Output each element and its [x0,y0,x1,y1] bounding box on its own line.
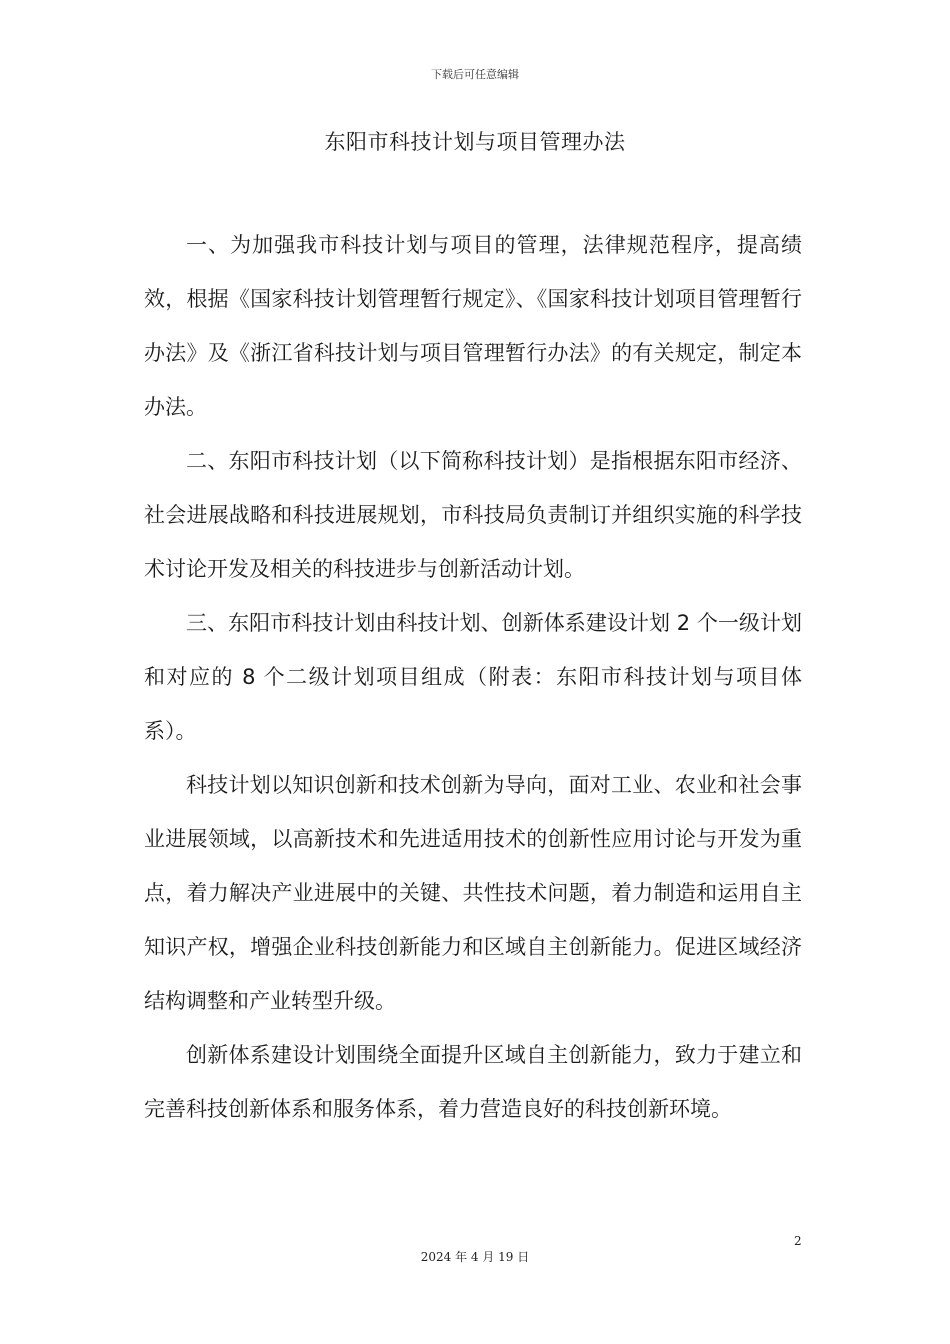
paragraph-article-3: 三、东阳市科技计划由科技计划、创新体系建设计划 2 个一级计划和对应的 8 个二级计划项目组成（附表：东阳市科技计划与项目体系）。 [144,611,802,743]
paragraph-article-2: 二、东阳市科技计划（以下简称科技计划）是指根据东阳市经济、社会进展战略和科技进展规划，市科技局负责制订并组织实施的科学技术讨论开发及相关的科技进步与创新活动计划。 [144,449,802,581]
paragraph-article-1: 一、为加强我市科技计划与项目的管理，法律规范程序，提高绩效，根据《国家科技计划管理暂行规定》、《国家科技计划项目管理暂行办法》及《浙江省科技计划与项目管理暂行办法》的有关规定，制定本办法。 [144,233,802,419]
footer-date: 2024 年 4 月 19 日 [420,1250,530,1264]
document-title: 东阳市科技计划与项目管理办法 [324,130,626,154]
header-note: 下载后可任意编辑 [431,68,519,81]
paragraph-tech-plan: 科技计划以知识创新和技术创新为导向，面对工业、农业和社会事业进展领域，以高新技术和先进适用技术的创新性应用讨论与开发为重点，着力解决产业进展中的关键、共性技术问题，着力制造和运用自主知识产权，增强企业科技创新能力和区域自主创新能力。促进区域经济结构调整和产业转型升级。 [144,773,802,1013]
paragraph-innovation-plan: 创新体系建设计划围绕全面提升区域自主创新能力，致力于建立和完善科技创新体系和服务体系，着力营造良好的科技创新环境。 [144,1043,802,1121]
document-body [144,218,802,1136]
page-number: 2 [794,1234,802,1248]
